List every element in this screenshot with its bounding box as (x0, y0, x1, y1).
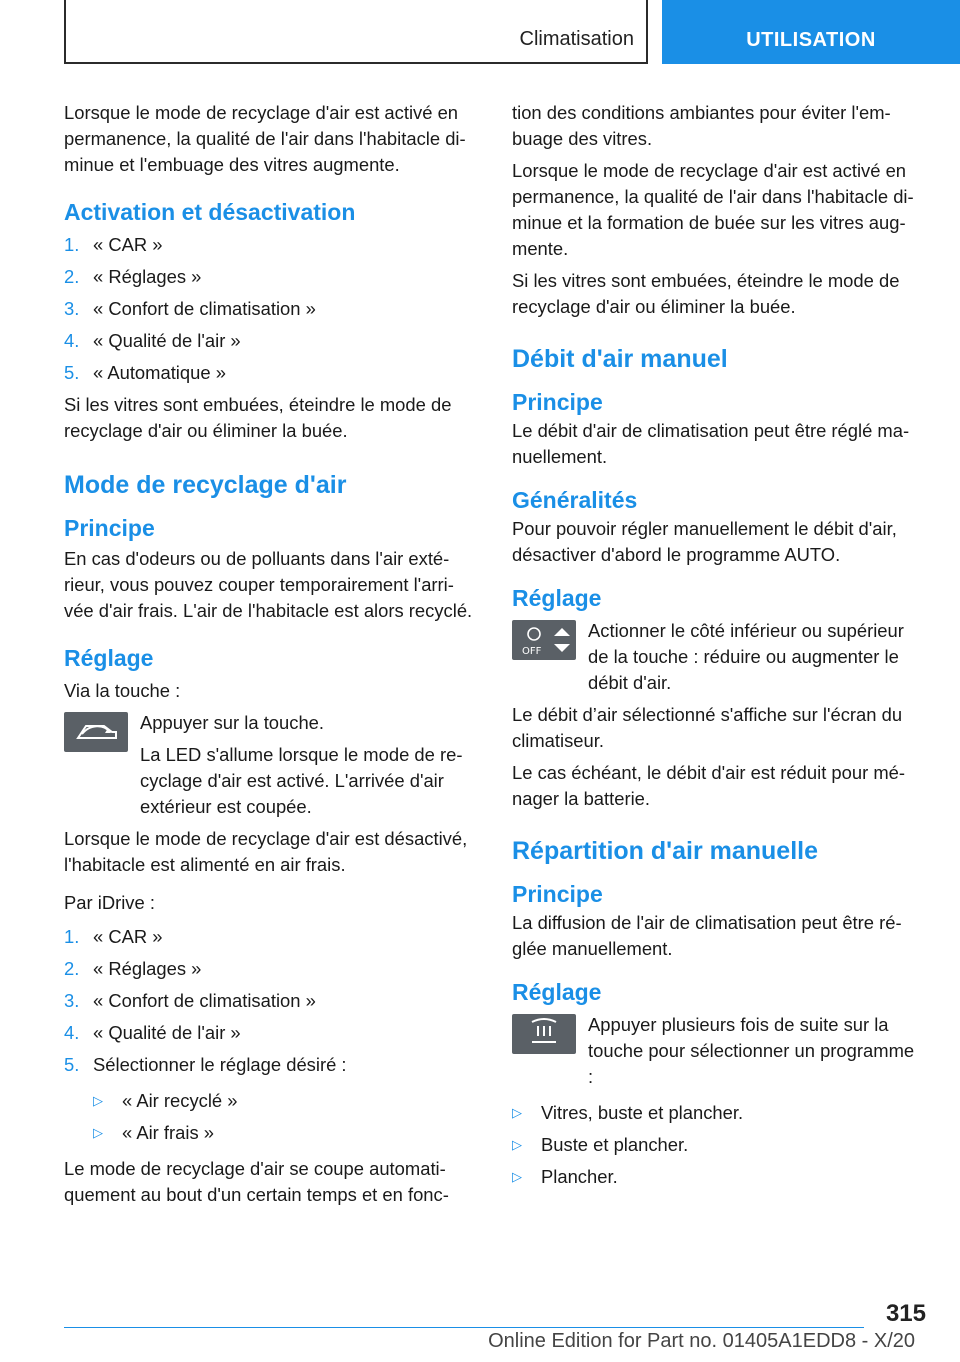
list-item: 2. « Réglages » (64, 958, 202, 979)
list-item: ▷ « Air frais » (93, 1122, 214, 1143)
heading-principe: Principe (512, 389, 603, 415)
list-item: ▷ « Air recyclé » (93, 1090, 238, 1111)
paragraph: Via la touche : (64, 680, 181, 701)
fan-speed-button-icon (512, 620, 576, 660)
heading-reglage: Réglage (512, 585, 602, 611)
list-item: ▷ Plancher. (512, 1166, 618, 1187)
steps-list (64, 924, 476, 1084)
header-chapter-tab (662, 0, 960, 64)
paragraph: Lorsque le mode de recyclage d'air est désactivé, l'habitacle est alimenté en air frais. (64, 828, 468, 875)
heading-principe: Principe (64, 515, 155, 541)
heading-mode-recyclage: Mode de recyclage d'air (64, 471, 347, 499)
right-column (512, 100, 924, 1200)
list-item: 2. « Réglages » (64, 266, 202, 287)
heading-activation: Activation et désactivation (64, 199, 356, 225)
header-section-tab (64, 0, 648, 64)
list-item: 3. « Confort de climatisation » (64, 990, 316, 1011)
paragraph: La diffusion de l'air de climatisation peut être réglée manuellement. (512, 912, 902, 959)
heading-reglage: Réglage (64, 645, 154, 671)
footer-divider (64, 1327, 864, 1328)
paragraph: Le mode de recyclage d'air se coupe automatiquement au bout d'un certain temps et en fonc- (64, 1158, 449, 1205)
list-item: 4. « Qualité de l'air » (64, 1022, 241, 1043)
list-item: ▷ Vitres, buste et plancher. (512, 1102, 744, 1123)
list-item: 5. « Automatique » (64, 362, 226, 383)
paragraph: Par iDrive : (64, 892, 155, 913)
paragraph: Appuyer plusieurs fois de suite sur la touche pour sélectionner un programme : (588, 1014, 915, 1087)
paragraph: En cas d'odeurs ou de polluants dans l'air extérieur, vous pouvez couper temporairement l'arrivée d'air frais. L'air de l'habitacle est alors recyclé. (64, 548, 473, 621)
list-item: ▷ Buste et plancher. (512, 1134, 689, 1155)
left-column (64, 100, 476, 1214)
list-item: 1. « CAR » (64, 234, 163, 255)
svg-text:OFF: OFF (522, 646, 542, 657)
paragraph: La LED s'allume lorsque le mode de recyclage d'air est activé. L'arrivée d'air extérieur est coupée. (140, 744, 463, 817)
air-distribution-button-icon (512, 1014, 576, 1054)
heading-debit-air: Débit d'air manuel (512, 345, 728, 373)
header-section-title: Climatisation (519, 28, 634, 50)
list-item: 4. « Qualité de l'air » (64, 330, 241, 351)
list-item: 5. Sélectionner le réglage désiré : (64, 1054, 347, 1075)
heading-reglage: Réglage (512, 979, 602, 1005)
recirculation-button-icon (64, 712, 128, 752)
distribution-button-block (512, 1012, 924, 1090)
paragraph: Le débit d'air de climatisation peut être réglé manuellement. (512, 420, 910, 467)
paragraph: Le cas échéant, le débit d'air est réduit pour ménager la batterie. (512, 762, 906, 809)
steps-list (64, 232, 476, 392)
list-item: 3. « Confort de climatisation » (64, 298, 316, 319)
paragraph: Pour pouvoir régler manuellement le débit d'air, désactiver d'abord le programme AUTO. (512, 518, 897, 565)
paragraph: Si les vitres sont embuées, éteindre le mode de recyclage d'air ou éliminer la buée. (512, 270, 900, 317)
bullet-list (512, 1100, 924, 1196)
paragraph: tion des conditions ambiantes pour éviter l'embuage des vitres. (512, 102, 891, 149)
sub-list (93, 1088, 476, 1152)
list-item: 1. « CAR » (64, 926, 163, 947)
paragraph: Appuyer sur la touche. (140, 712, 325, 733)
footer-edition: Online Edition for Part no. 01405A1EDD8 - X/20 (488, 1330, 915, 1352)
heading-principe: Principe (512, 881, 603, 907)
paragraph: Le débit d’air sélectionné s'affiche sur l'écran du climatiseur. (512, 704, 903, 751)
page-number: 315 (885, 1300, 926, 1327)
paragraph: Lorsque le mode de recyclage d'air est activé en permanence, la qualité de l'air dans l'habitacle diminue et la formation de buée sur les vitres augmente. (512, 160, 914, 259)
paragraph: Lorsque le mode de recyclage d'air est activé en permanence, la qualité de l'air dans l'habitacle diminue et l'embuage des vitres augmente. (64, 102, 466, 175)
paragraph: Si les vitres sont embuées, éteindre le mode de recyclage d'air ou éliminer la buée. (64, 394, 452, 441)
header-chapter-title: UTILISATION (746, 29, 876, 51)
fan-button-block (512, 618, 924, 696)
heading-generalites: Généralités (512, 487, 638, 513)
heading-repartition: Répartition d'air manuelle (512, 837, 819, 865)
recirculation-button-block (64, 710, 476, 820)
paragraph: Actionner le côté inférieur ou supérieur de la touche : réduire ou augmenter le débit d'air. (588, 620, 904, 693)
